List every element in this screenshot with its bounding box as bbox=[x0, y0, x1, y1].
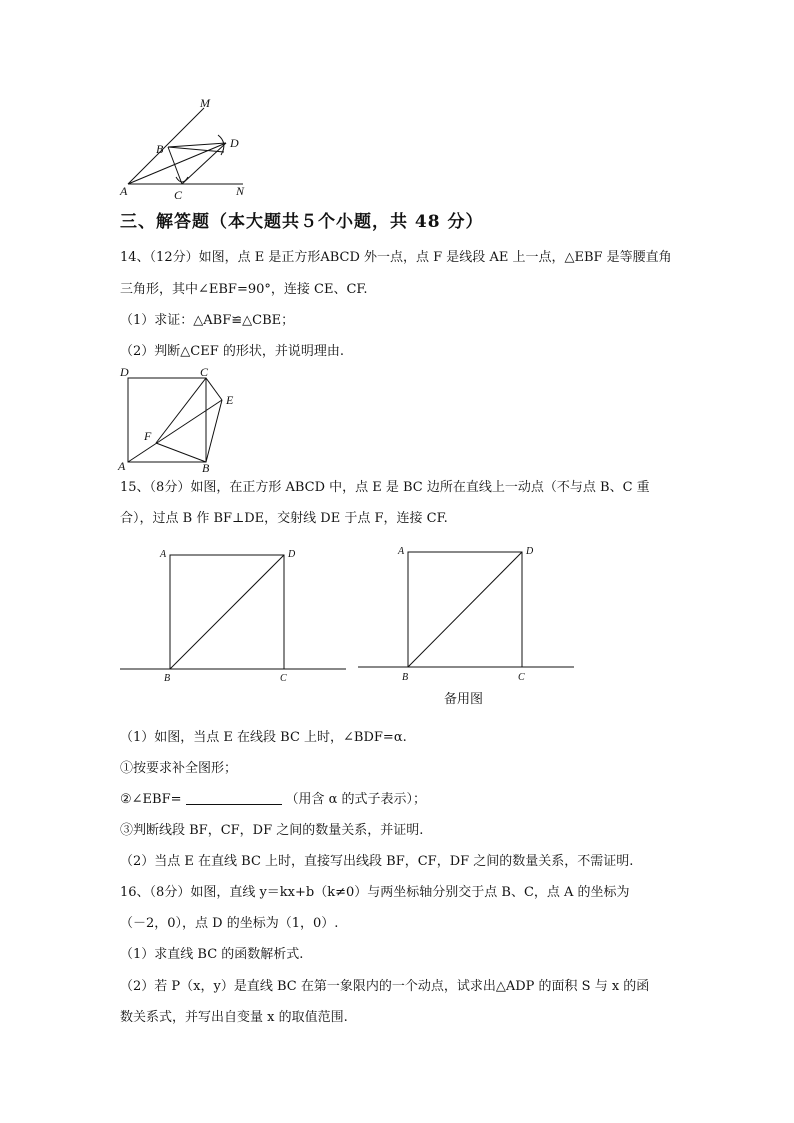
spare-figure-caption: 备用图 bbox=[444, 692, 484, 707]
q15-step2-suffix: （用含 α 的式子表示）； bbox=[285, 792, 427, 807]
q15-stem-line2: 合），过点 B 作 BF⊥DE，交射线 DE 于点 F，连接 CF. bbox=[120, 511, 448, 526]
segment-bf bbox=[156, 443, 206, 462]
label-a: A bbox=[398, 546, 405, 557]
label-d: D bbox=[526, 546, 534, 557]
square-abcd bbox=[128, 378, 206, 462]
q14-figure-square bbox=[116, 364, 246, 474]
label-a: A bbox=[118, 459, 126, 473]
segment-bc bbox=[168, 147, 182, 184]
label-c: C bbox=[174, 188, 183, 202]
figure-angle-construction bbox=[118, 95, 258, 205]
label-c: C bbox=[280, 673, 287, 684]
label-d: D bbox=[120, 365, 129, 379]
q15-step1: ①按要求补全图形； bbox=[120, 761, 238, 776]
q16-part2-line1: （2）若 P（x，y）是直线 BC 在第一象限内的一个动点，试求出△ADP 的面积 S 与 x 的函 bbox=[120, 979, 650, 994]
label-n: N bbox=[236, 184, 245, 198]
label-c: C bbox=[518, 672, 525, 683]
label-d: D bbox=[230, 136, 239, 150]
ray-am bbox=[128, 108, 204, 184]
label-f: F bbox=[144, 429, 152, 443]
answer-blank[interactable] bbox=[186, 790, 282, 805]
label-d: D bbox=[288, 549, 296, 560]
q15-part1: （1）如图，当点 E 在线段 BC 上时，∠BDF=α. bbox=[120, 730, 407, 745]
label-b: B bbox=[164, 673, 171, 684]
q15-step3: ③判断线段 BF，CF，DF 之间的数量关系，并证明. bbox=[120, 823, 424, 838]
q16-part2-line2: 数关系式，并写出自变量 x 的取值范围. bbox=[120, 1010, 348, 1025]
label-b: B bbox=[402, 672, 409, 683]
arc-at-c bbox=[176, 177, 188, 182]
q14-part1: （1）求证：△ABF≌△CBE； bbox=[120, 313, 295, 328]
label-m: M bbox=[200, 96, 210, 110]
label-e: E bbox=[226, 393, 234, 407]
q15-figure-spare bbox=[356, 540, 578, 710]
label-c: C bbox=[200, 365, 209, 379]
q15-figure-main bbox=[118, 545, 350, 685]
segment-cf bbox=[156, 378, 206, 443]
label-a: A bbox=[160, 549, 167, 560]
segment-ce bbox=[206, 378, 222, 400]
q16-stem-line2: （－2，0），点 D 的坐标为（1，0）. bbox=[120, 916, 339, 931]
q14-part2: （2）判断△CEF 的形状，并说明理由. bbox=[120, 344, 344, 359]
q15-part2: （2）当点 E 在直线 BC 上时，直接写出线段 BF，CF，DF 之间的数量关系，不需证明. bbox=[120, 854, 634, 869]
q14-stem-line2: 三角形，其中∠EBF=90°，连接 CE、CF. bbox=[120, 282, 368, 297]
label-a: A bbox=[120, 184, 128, 198]
q15-stem-line1: 15、（8分）如图，在正方形 ABCD 中，点 E 是 BC 边所在直线上一动点（不与点 B、C 重 bbox=[120, 480, 650, 495]
section-title: 三、解答题（本大题共５个小题，共 48 分） bbox=[120, 212, 484, 232]
diagonal-bd bbox=[170, 555, 284, 669]
label-b: B bbox=[202, 461, 210, 474]
diagonal-bd bbox=[408, 552, 522, 667]
q16-part1: （1）求直线 BC 的函数解析式. bbox=[120, 947, 304, 962]
q15-step2-prefix: ②∠EBF= bbox=[120, 792, 182, 807]
q15-step2 bbox=[120, 790, 426, 810]
q16-stem-line1: 16、（8分）如图，直线 y＝kx+b（k≠0）与两坐标轴分别交于点 B、C，点 A 的坐标为 bbox=[120, 885, 630, 900]
q14-stem-line1: 14、（12分）如图，点 E 是正方形ABCD 外一点，点 F 是线段 AE 上一点，△EBF 是等腰直角 bbox=[120, 250, 672, 265]
label-b: B bbox=[156, 142, 164, 156]
